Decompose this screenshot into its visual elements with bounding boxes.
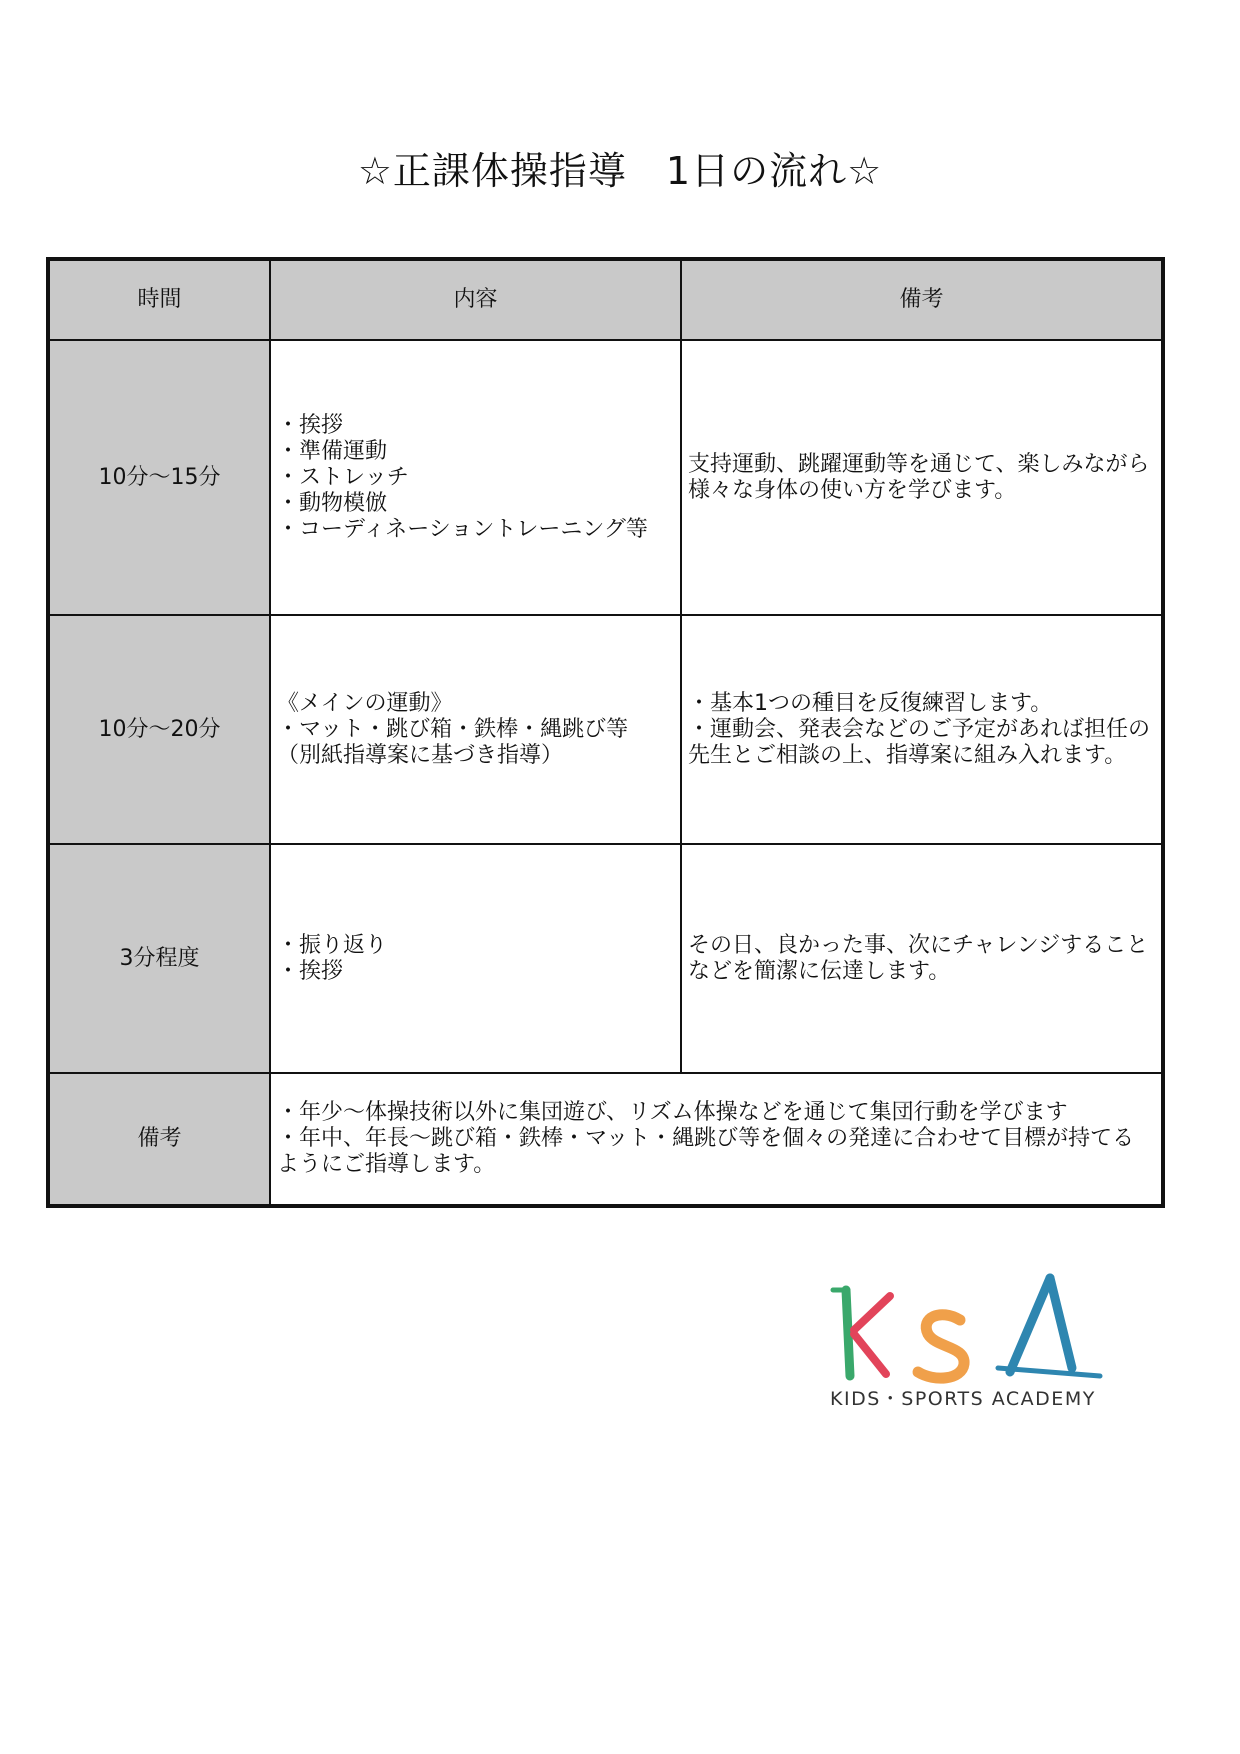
- footer-label: 備考: [48, 1073, 270, 1206]
- content-cell: [270, 844, 681, 1073]
- logo-k-arm-top: [854, 1296, 890, 1330]
- content-cell: [270, 340, 681, 615]
- notes-cell: [681, 615, 1163, 844]
- footer-notes-cell: [270, 1073, 1163, 1206]
- header-notes: 備考: [681, 259, 1163, 340]
- notes-line: その日、良かった事、次にチャレンジすることなどを簡潔に伝達します。: [688, 932, 1149, 984]
- schedule-table: [46, 257, 1165, 1208]
- content-line: ・挨拶: [277, 412, 344, 438]
- notes-line: ・運動会、発表会などのご予定があれば担任の先生とご相談の上、指導案に組み入れます。: [688, 716, 1151, 768]
- footer-line: ・年中、年長～跳び箱・鉄棒・マット・縄跳び等を個々の発達に合わせて目標が持てるようにご指導します。: [277, 1126, 1135, 1177]
- content-line: ・ストレッチ: [277, 464, 409, 490]
- logo-a-right: [1050, 1278, 1072, 1368]
- time-cell: 3分程度: [48, 844, 270, 1073]
- table-header-row: [48, 259, 1163, 340]
- logo-k-arm-bottom: [854, 1334, 886, 1374]
- logo-k-stem: [846, 1290, 850, 1376]
- time-cell: 10分～20分: [48, 615, 270, 844]
- content-line: ・動物模倣: [277, 490, 388, 516]
- content-line: 《メインの運動》: [277, 690, 453, 716]
- logo-caption: KIDS・SPORTS ACADEMY: [830, 1388, 1096, 1410]
- content-line: ・振り返り: [277, 932, 388, 958]
- table-footer-row: [48, 1073, 1163, 1206]
- notes-cell: [681, 340, 1163, 615]
- table-row: [48, 844, 1163, 1073]
- content-line: ・準備運動: [277, 438, 388, 464]
- content-cell: [270, 615, 681, 844]
- logo-s: [918, 1315, 964, 1378]
- notes-cell: [681, 844, 1163, 1073]
- content-line: ・挨拶: [277, 958, 344, 984]
- logo-a-left: [1010, 1278, 1050, 1372]
- table-row: [48, 340, 1163, 615]
- footer-line: ・年少～体操技術以外に集団遊び、リズム体操などを通じて集団行動を学びます: [277, 1100, 1068, 1125]
- table-row: [48, 615, 1163, 844]
- header-time: 時間: [48, 259, 270, 340]
- content-line: ・コーディネーショントレーニング等: [277, 516, 648, 542]
- content-line: ・マット・跳び箱・鉄棒・縄跳び等: [277, 716, 629, 742]
- page-title: ☆正課体操指導 1日の流れ☆: [357, 149, 883, 193]
- notes-line: ・基本1つの種目を反復練習します。: [688, 690, 1053, 716]
- notes-line: 支持運動、跳躍運動等を通じて、楽しみながら様々な身体の使い方を学びます。: [688, 451, 1150, 503]
- time-cell: 10分～15分: [48, 340, 270, 615]
- header-content: 内容: [270, 259, 681, 340]
- content-line: （別紙指導案に基づき指導）: [277, 742, 564, 768]
